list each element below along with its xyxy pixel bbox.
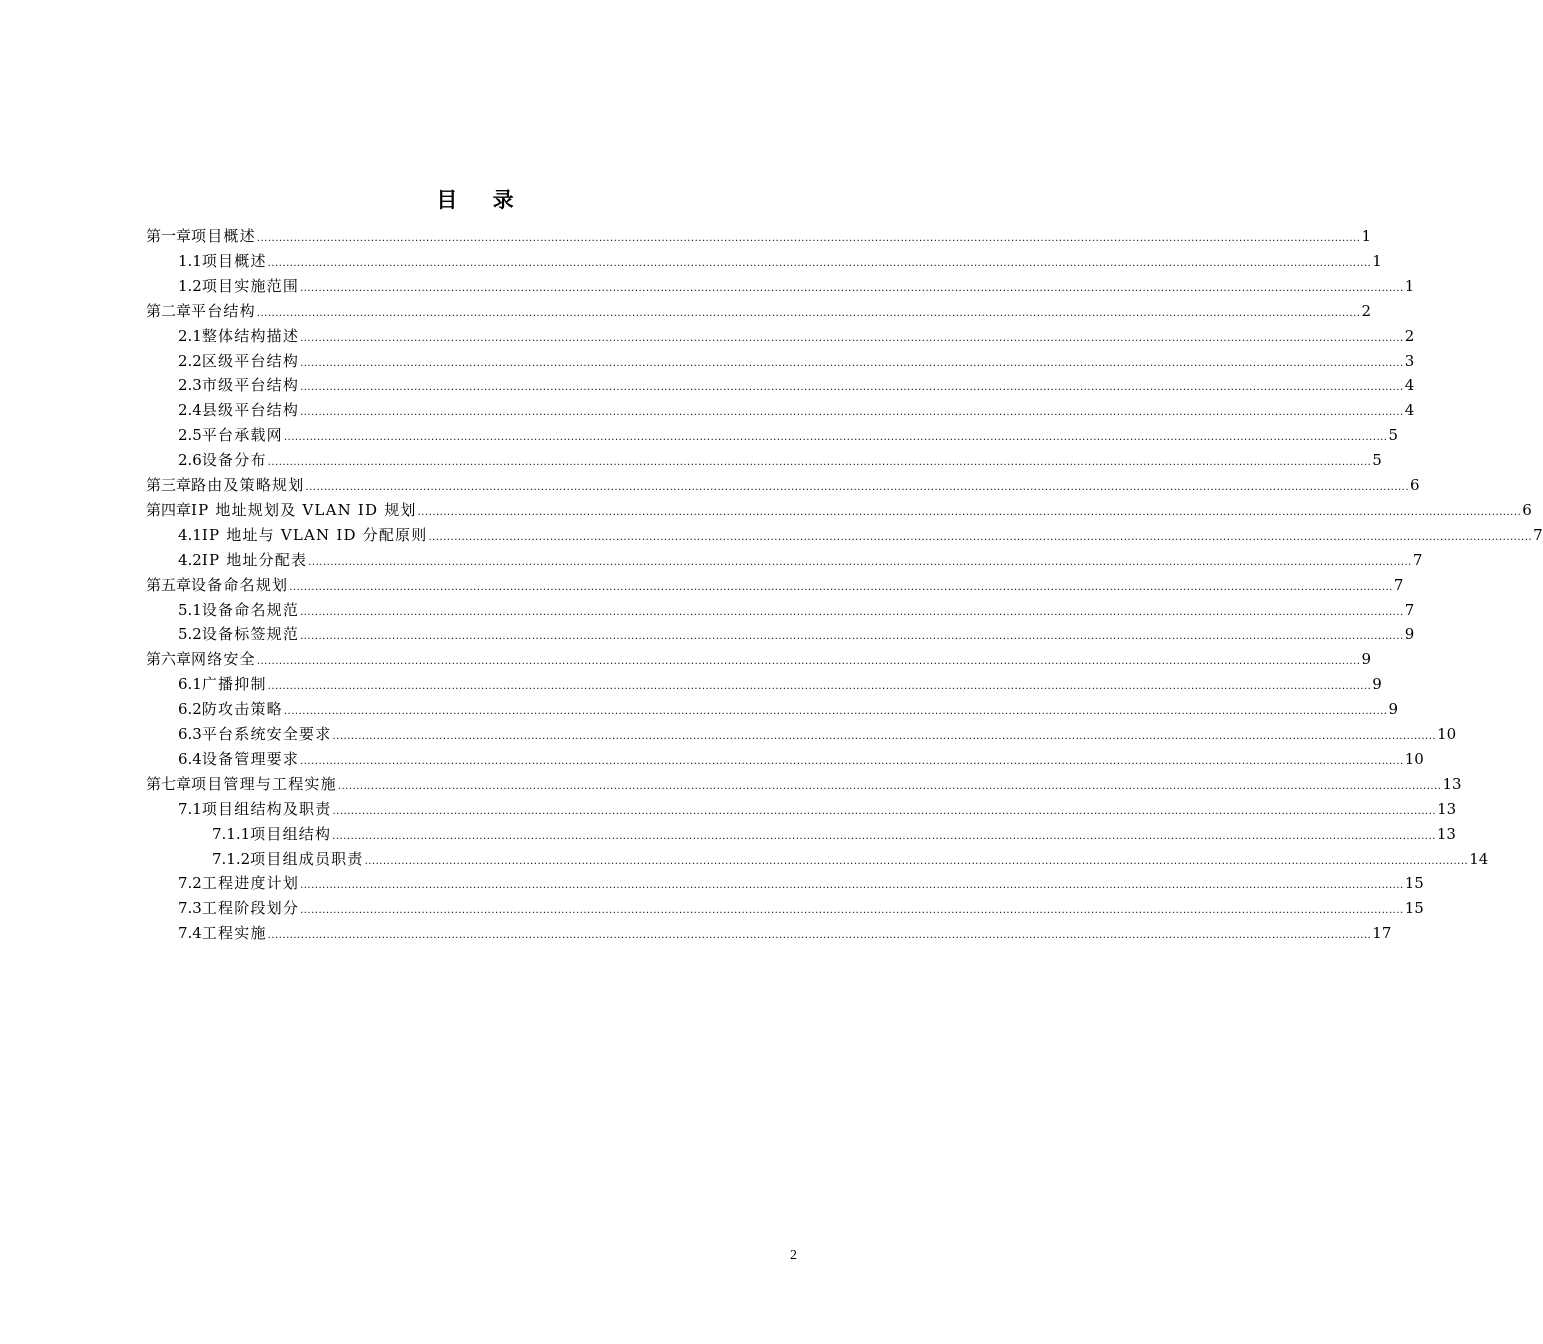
toc-dot-leader: ............................................................................................................................................................................................................................................................................................................	[300, 332, 1404, 344]
toc-entry-label: 工程进度计划	[201, 874, 300, 893]
toc-dot-leader: ............................................................................................................................................................................................................................................................................................................	[428, 531, 1533, 543]
toc-dot-leader: ............................................................................................................................................................................................................................................................................................................	[300, 382, 1404, 394]
toc-entry-page: 15	[1404, 874, 1424, 893]
toc-entry-label: 工程实施	[201, 924, 267, 943]
toc-entry-page: 9	[1372, 675, 1382, 694]
toc-entry-page: 7	[1533, 525, 1543, 544]
toc-entry-number: 7.2	[178, 874, 202, 893]
toc-entry-number: 第一章	[146, 227, 192, 245]
toc-entry-label: 项目组结构	[250, 824, 332, 843]
toc-entry-page: 7	[1393, 575, 1404, 594]
toc-entry[interactable]	[178, 897, 1424, 922]
toc-entry-number: 5.1	[178, 600, 202, 619]
toc-dot-leader: ............................................................................................................................................................................................................................................................................................................	[267, 457, 1372, 469]
toc-entry[interactable]	[178, 872, 1424, 897]
toc-entry-page: 6	[1522, 500, 1532, 519]
toc-entry[interactable]	[178, 424, 1399, 449]
toc-entry-label: 设备命名规范	[201, 600, 300, 619]
toc-entry[interactable]	[178, 798, 1457, 823]
toc-entry[interactable]	[146, 499, 1532, 524]
toc-entry[interactable]	[178, 325, 1415, 350]
toc-entry[interactable]	[212, 848, 1489, 873]
toc-entry-page: 14	[1469, 849, 1489, 868]
toc-entry-number: 7.3	[178, 899, 202, 918]
toc-entry-page: 3	[1404, 351, 1415, 370]
toc-entry[interactable]	[146, 648, 1371, 673]
toc-entry[interactable]	[178, 748, 1424, 773]
toc-entry-page: 7	[1412, 550, 1423, 569]
toc-entry-label: 平台承载网	[201, 426, 283, 445]
toc-entry-number: 第六章	[146, 650, 192, 669]
toc-entry-number: 6.3	[178, 725, 202, 743]
toc-dot-leader: ............................................................................................................................................................................................................................................................................................................	[300, 880, 1404, 892]
toc-dot-leader: ............................................................................................................................................................................................................................................................................................................	[283, 706, 1388, 718]
toc-entry-page: 9	[1404, 625, 1415, 644]
toc-entry-number: 5.2	[178, 625, 202, 644]
toc-entry-label: 设备标签规范	[201, 625, 300, 644]
toc-entry-label: 工程阶段划分	[201, 899, 300, 918]
toc-entry-label: 广播抑制	[201, 675, 267, 694]
toc-entry-label: 项目实施范围	[201, 276, 300, 295]
toc-entry-page: 10	[1404, 749, 1424, 768]
toc-entry-page: 17	[1372, 924, 1392, 943]
toc-entry[interactable]	[178, 549, 1423, 574]
toc-entry-label: IP 地址分配表	[201, 550, 308, 569]
toc-entry[interactable]	[178, 698, 1399, 723]
toc-entry-label: 平台系统安全要求	[201, 725, 332, 743]
toc-dot-leader: ............................................................................................................................................................................................................................................................................................................	[256, 656, 1361, 668]
toc-dot-leader: ............................................................................................................................................................................................................................................................................................................	[267, 257, 1372, 269]
toc-entry[interactable]	[178, 275, 1415, 300]
toc-dot-leader: ............................................................................................................................................................................................................................................................................................................	[308, 556, 1412, 568]
toc-entry[interactable]	[146, 773, 1462, 798]
toc-title: 目 录	[436, 188, 528, 212]
toc-entry-number: 4.2	[178, 550, 202, 569]
toc-entry-label: 网络安全	[191, 650, 256, 669]
toc-entry-number: 7.1.1	[212, 824, 251, 843]
toc-entry-number: 2.6	[178, 451, 202, 470]
toc-entry-number: 1.2	[178, 276, 202, 295]
toc-entry[interactable]	[146, 300, 1371, 325]
toc-entry[interactable]	[178, 449, 1382, 474]
toc-dot-leader: ............................................................................................................................................................................................................................................................................................................	[256, 233, 1361, 244]
toc-entry[interactable]	[178, 723, 1457, 748]
toc-entry-label: 市级平台结构	[201, 376, 300, 395]
toc-dot-leader: ............................................................................................................................................................................................................................................................................................................	[267, 930, 1372, 942]
toc-entry-page: 1	[1361, 227, 1371, 245]
toc-entry-number: 6.4	[178, 749, 202, 768]
toc-entry-label: 防攻击策略	[201, 700, 283, 719]
toc-dot-leader: ............................................................................................................................................................................................................................................................................................................	[305, 482, 1410, 493]
toc-entry-number: 1.1	[178, 251, 202, 270]
toc-entry-number: 7.4	[178, 924, 202, 943]
toc-entry[interactable]	[178, 250, 1382, 275]
toc-entry-number: 2.2	[178, 351, 202, 370]
toc-entry-page: 2	[1404, 326, 1415, 345]
toc-entry-number: 2.5	[178, 426, 202, 445]
toc-entry-label: 项目管理与工程实施	[191, 774, 337, 793]
toc-entry-page: 7	[1404, 600, 1415, 619]
toc-dot-leader: ............................................................................................................................................................................................................................................................................................................	[337, 780, 1442, 792]
toc-entry-number: 2.3	[178, 376, 202, 395]
toc-entry-number: 6.1	[178, 675, 202, 694]
toc-entry-label: 项目组结构及职责	[201, 799, 332, 818]
toc-dot-leader: ............................................................................................................................................................................................................................................................................................................	[267, 681, 1372, 693]
toc-dot-leader: ............................................................................................................................................................................................................................................................................................................	[256, 307, 1361, 319]
toc-entry-number: 2.4	[178, 401, 202, 420]
toc-dot-leader: ............................................................................................................................................................................................................................................................................................................	[300, 606, 1404, 618]
toc-entry-number: 2.1	[178, 326, 202, 345]
toc-entry[interactable]	[178, 350, 1415, 375]
toc-entry-page: 4	[1404, 401, 1415, 420]
toc-entry-label: 设备命名规划	[191, 575, 289, 594]
toc-dot-leader: ............................................................................................................................................................................................................................................................................................................	[300, 407, 1404, 419]
toc-entry-page: 4	[1404, 376, 1415, 395]
toc-dot-leader: ............................................................................................................................................................................................................................................................................................................	[300, 755, 1404, 767]
toc-entry-page: 15	[1404, 899, 1424, 918]
toc-entry[interactable]	[178, 599, 1415, 624]
toc-entry-number: 6.2	[178, 700, 202, 719]
toc-entry-page: 5	[1388, 426, 1399, 445]
toc-entry-page: 9	[1388, 700, 1399, 719]
toc-entry[interactable]	[146, 474, 1420, 499]
toc-entry[interactable]	[178, 524, 1543, 549]
toc-dot-leader: ............................................................................................................................................................................................................................................................................................................	[332, 805, 1437, 817]
toc-dot-leader: ............................................................................................................................................................................................................................................................................................................	[417, 506, 1522, 518]
toc-entry-label: 项目概述	[191, 227, 256, 245]
toc-entry[interactable]	[212, 823, 1456, 848]
toc-entry-label: IP 地址与 VLAN ID 分配原则	[201, 525, 428, 544]
toc-entry-number: 第七章	[146, 774, 192, 793]
toc-dot-leader: ............................................................................................................................................................................................................................................................................................................	[332, 830, 1436, 842]
toc-entry-number: 第二章	[146, 301, 192, 320]
toc-entry-page: 13	[1442, 774, 1462, 793]
toc-entry-number: 第四章	[146, 500, 192, 519]
toc-entry-page: 5	[1372, 451, 1382, 470]
toc-entry[interactable]	[146, 225, 1371, 250]
toc-entry-label: 项目概述	[201, 251, 267, 270]
toc-dot-leader: ............................................................................................................................................................................................................................................................................................................	[300, 631, 1404, 643]
toc-entry-number: 4.1	[178, 525, 202, 544]
toc-entry-label: 项目组成员职责	[250, 849, 364, 868]
toc-dot-leader: ............................................................................................................................................................................................................................................................................................................	[364, 855, 1469, 867]
toc-entry-number: 7.1.2	[212, 849, 251, 868]
toc-entry-page: 9	[1361, 650, 1371, 669]
toc-entry-page: 1	[1404, 276, 1415, 295]
toc-entry-page: 13	[1436, 824, 1456, 843]
toc-entry-label: 路由及策略规划	[191, 476, 305, 494]
toc-entry-number: 第五章	[146, 575, 192, 594]
toc-dot-leader: ............................................................................................................................................................................................................................................................................................................	[300, 357, 1404, 369]
toc-dot-leader: ............................................................................................................................................................................................................................................................................................................	[332, 731, 1437, 742]
toc-dot-leader: ............................................................................................................................................................................................................................................................................................................	[300, 282, 1404, 294]
toc-entry-page: 6	[1410, 476, 1420, 494]
toc-entry-page: 1	[1372, 251, 1382, 270]
toc-entry-label: 县级平台结构	[201, 401, 300, 420]
toc-entry-label: 设备分布	[201, 451, 267, 470]
toc-entry-label: 整体结构描述	[201, 326, 300, 345]
toc-entry-label: 平台结构	[191, 301, 256, 320]
toc-entry-page: 10	[1437, 725, 1457, 743]
toc-dot-leader: ............................................................................................................................................................................................................................................................................................................	[289, 581, 1393, 593]
toc-entry[interactable]	[178, 399, 1415, 424]
toc-entry[interactable]	[178, 623, 1415, 648]
toc-entry[interactable]	[178, 922, 1392, 947]
toc-entry-label: 设备管理要求	[201, 749, 300, 768]
toc-entry[interactable]	[178, 673, 1382, 698]
toc-entry-number: 7.1	[178, 799, 202, 818]
toc-entry-page: 2	[1361, 301, 1371, 320]
page-number: 2	[790, 1248, 797, 1263]
toc-dot-leader: ............................................................................................................................................................................................................................................................................................................	[300, 905, 1404, 917]
toc-entry-page: 13	[1437, 799, 1457, 818]
toc-entry-label: 区级平台结构	[201, 351, 300, 370]
toc-entry-label: IP 地址规划及 VLAN ID 规划	[191, 500, 417, 519]
toc-entry[interactable]	[146, 574, 1404, 599]
toc-entry-number: 第三章	[146, 476, 192, 494]
toc-entry[interactable]	[178, 374, 1415, 399]
toc-dot-leader: ............................................................................................................................................................................................................................................................................................................	[283, 432, 1388, 444]
